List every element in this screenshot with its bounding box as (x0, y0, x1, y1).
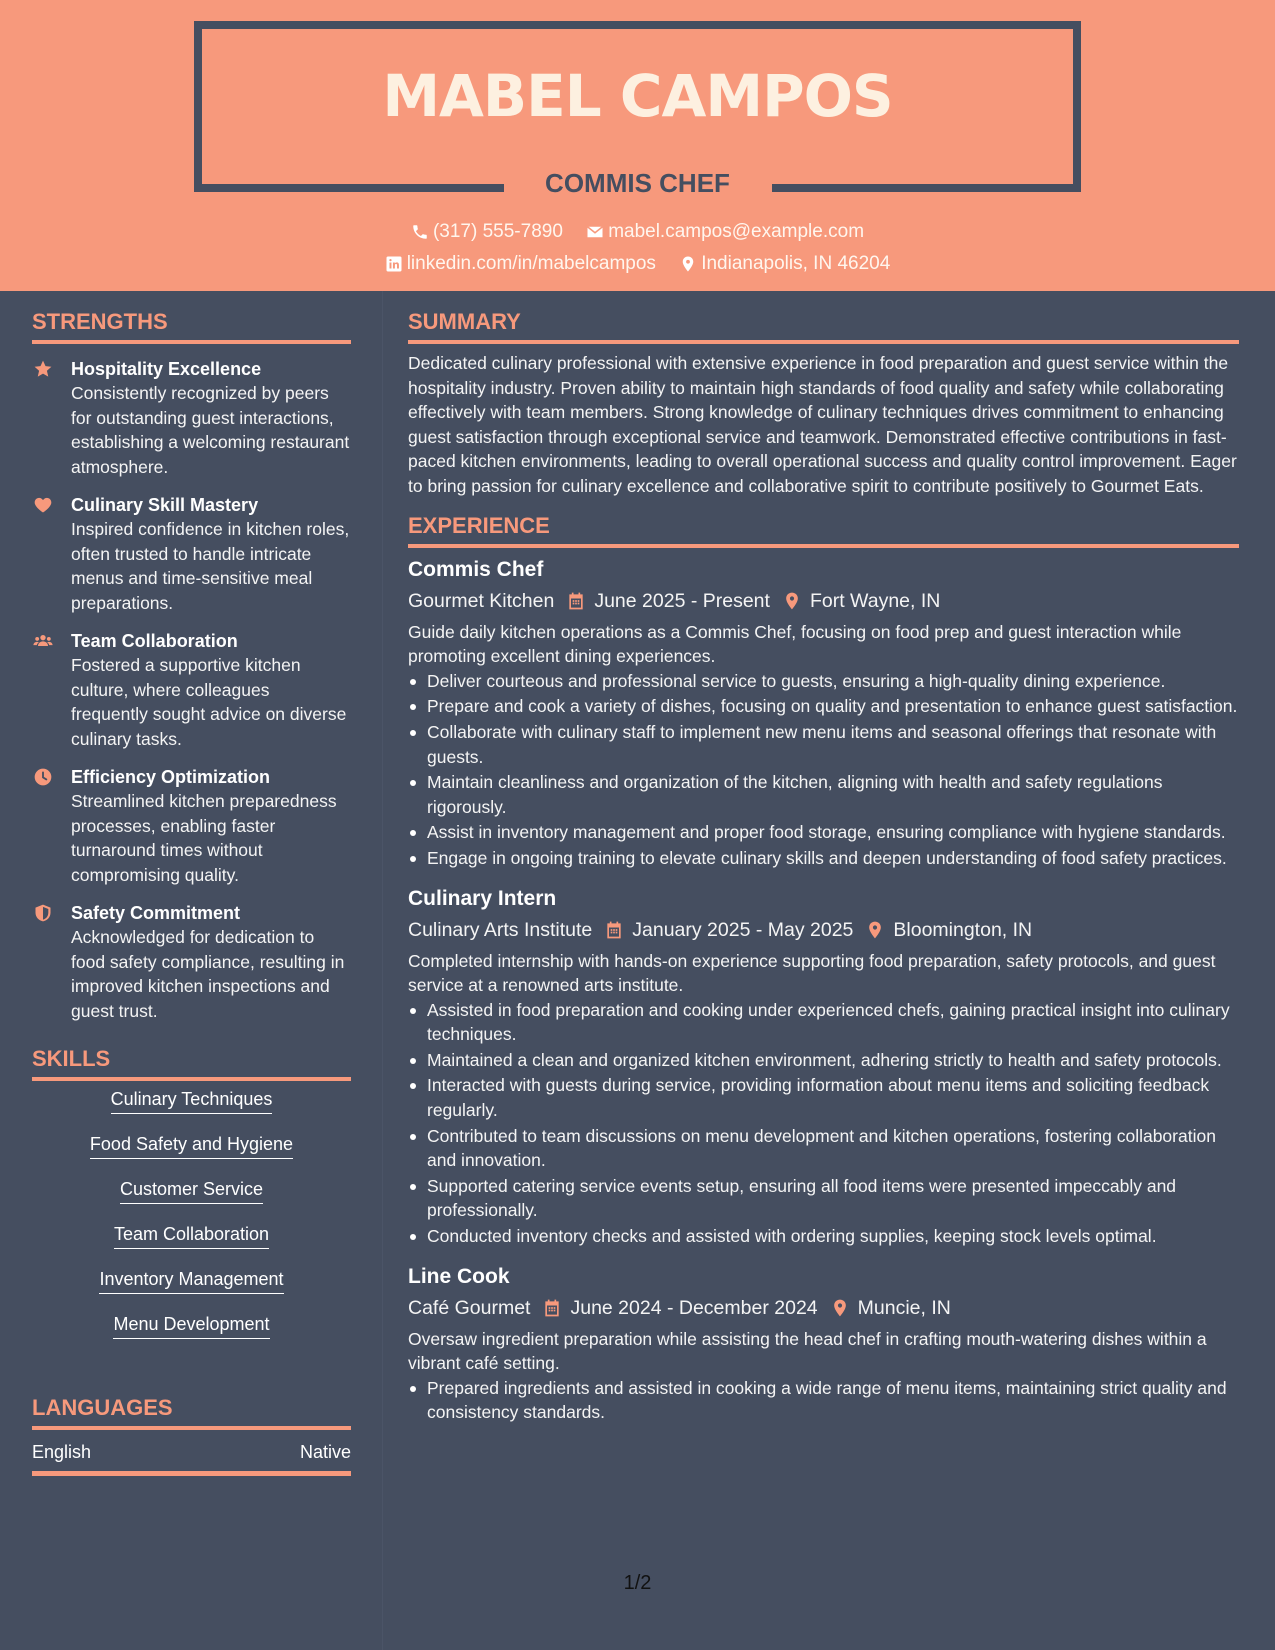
calendar-icon (604, 920, 624, 940)
map-pin-icon (782, 591, 802, 611)
job-desc: Oversaw ingredient preparation while assisting the head chef in crafting mouth-watering dishes within a vibrant café setting. (408, 1328, 1207, 1374)
bullet-item: Deliver courteous and professional service to guests, ensuring a high-quality dining experience. (408, 669, 1239, 694)
linkedin-icon (385, 255, 403, 273)
page-number: 1/2 (623, 1572, 652, 1594)
strength-item (32, 493, 351, 615)
strength-title: Team Collaboration (71, 631, 238, 651)
sidebar (32, 291, 351, 1476)
bullet-item: Interacted with guests during service, providing information about menu items and soliciting feedback regularly. (408, 1073, 1239, 1122)
bullet-item: Assist in inventory management and proper food storage, ensuring compliance with hygiene standards. (408, 820, 1239, 845)
clock-icon (32, 767, 54, 787)
email-text: mabel.campos@example.com (608, 221, 865, 242)
language-level: Native (299, 1442, 351, 1462)
strength-item (32, 765, 351, 887)
job-location-text: Bloomington, IN (893, 918, 1033, 941)
skills-list (32, 1081, 351, 1359)
skill-tag: Menu Development (113, 1314, 269, 1339)
skill-tag: Customer Service (120, 1179, 263, 1204)
job-meta (408, 586, 1239, 616)
envelope-icon (586, 223, 604, 241)
job-location (830, 1293, 951, 1323)
job-role: Commis Chef (408, 557, 544, 581)
language-name: English (32, 1442, 92, 1462)
job-desc: Completed internship with hands-on experience supporting food preparation, safety protocols, and guest service at a renowned arts institute. (408, 950, 1216, 996)
job-location (782, 586, 940, 616)
skills-heading: SKILLS (32, 1046, 351, 1081)
job-bullets (408, 1376, 1239, 1425)
strength-desc: Inspired confidence in kitchen roles, often trusted to handle intricate menus and time-sensitive meal preparations. (71, 519, 350, 613)
contact-location (679, 253, 890, 275)
job-bullets (408, 998, 1239, 1249)
job-location-text: Fort Wayne, IN (809, 589, 941, 612)
bullet-item: Supported catering service events setup, ensuring all food items were presented impeccably and professionally. (408, 1174, 1239, 1223)
phone-text: (317) 555-7890 (432, 221, 563, 242)
strength-desc: Acknowledged for dedication to food safety compliance, resulting in improved kitchen inspections and guest trust. (71, 927, 345, 1021)
map-pin-icon (865, 920, 885, 940)
strength-desc: Consistently recognized by peers for outstanding guest interactions, establishing a welcoming restaurant atmosphere. (71, 383, 350, 477)
strength-title: Culinary Skill Mastery (71, 495, 259, 515)
job-dates-text: January 2025 - May 2025 (632, 918, 854, 941)
job-dates (604, 915, 853, 945)
star-icon (32, 359, 54, 379)
bullet-item: Prepare and cook a variety of dishes, focusing on quality and presentation to enhance guest satisfaction. (408, 694, 1239, 719)
job-meta (408, 915, 1239, 945)
job-company: Café Gourmet (408, 1296, 531, 1319)
bullet-item: Assisted in food preparation and cooking under experienced chefs, gaining practical insight into culinary techniques. (408, 998, 1239, 1047)
strength-title: Efficiency Optimization (71, 767, 271, 787)
calendar-icon (566, 591, 586, 611)
job-location (865, 915, 1032, 945)
users-icon (32, 631, 54, 651)
calendar-icon (542, 1298, 562, 1318)
map-pin-icon (830, 1298, 850, 1318)
contact-line-2 (0, 253, 1275, 279)
strengths-heading: STRENGTHS (32, 309, 351, 344)
skill-tag: Team Collaboration (114, 1224, 269, 1249)
skill-tag: Food Safety and Hygiene (90, 1134, 293, 1159)
job-entry (408, 556, 1239, 871)
location-text: Indianapolis, IN 46204 (701, 253, 891, 274)
candidate-name: MABEL CAMPOS (382, 62, 893, 130)
job-entry (408, 1263, 1239, 1425)
languages-heading: LANGUAGES (32, 1395, 351, 1430)
map-pin-icon (679, 255, 697, 273)
bullet-item: Conducted inventory checks and assisted with ordering supplies, keeping stock levels optimal. (408, 1224, 1239, 1249)
experience-heading: EXPERIENCE (408, 513, 1239, 548)
main-content (408, 291, 1239, 1426)
job-title: COMMIS CHEF (545, 168, 730, 198)
contact-phone[interactable] (411, 221, 563, 243)
strength-title: Safety Commitment (71, 903, 241, 923)
bullet-item: Maintain cleanliness and organization of the kitchen, aligning with health and safety regulations rigorously. (408, 770, 1239, 819)
contact-linkedin[interactable] (385, 253, 656, 275)
strength-item (32, 901, 351, 1023)
job-dates (542, 1293, 817, 1323)
strength-desc: Fostered a supportive kitchen culture, where colleagues frequently sought advice on diverse culinary tasks. (71, 655, 347, 749)
bullet-item: Engage in ongoing training to elevate culinary skills and deepen understanding of food safety practices. (408, 846, 1239, 871)
bullet-item: Prepared ingredients and assisted in cooking a wide range of menu items, maintaining strict quality and consistency standards. (408, 1376, 1239, 1425)
job-dates-text: June 2025 - Present (594, 589, 770, 612)
bullet-item: Collaborate with culinary staff to implement new menu items and seasonal offerings that resonate with guests. (408, 720, 1239, 769)
strength-item (32, 629, 351, 751)
job-dates-text: June 2024 - December 2024 (570, 1296, 818, 1319)
skill-tag: Inventory Management (99, 1269, 283, 1294)
strength-desc: Streamlined kitchen preparedness processes, enabling faster turnaround times without compromising quality. (71, 791, 337, 885)
job-company: Gourmet Kitchen (408, 589, 555, 612)
resume-header (0, 0, 1275, 291)
job-meta (408, 1293, 1239, 1323)
skill-tag: Culinary Techniques (111, 1089, 273, 1114)
strength-item (32, 357, 351, 479)
linkedin-text: linkedin.com/in/mabelcampos (406, 253, 656, 274)
summary-text: Dedicated culinary professional with extensive experience in food preparation and guest service within the hospitality industry. Proven ability to maintain high standards of food quality and safety while collaborating effectively with team members. Strong knowledge of culinary techniques drives commitment to enhancing guest satisfaction through exceptional service and teamwork. Demonstrated effective contributions in fast-paced kitchen environments, leading to overall operational success and quality control improvement. Eager to bring passion for culinary excellence and collaborative spirit to contribute positively to Gourmet Eats. (408, 353, 1237, 496)
shield-icon (32, 903, 54, 923)
language-row (32, 1430, 351, 1476)
job-dates (566, 586, 770, 616)
job-bullets (408, 669, 1239, 871)
job-entry (408, 885, 1239, 1249)
job-company: Culinary Arts Institute (408, 918, 593, 941)
job-location-text: Muncie, IN (857, 1296, 951, 1319)
job-role: Line Cook (408, 1264, 510, 1288)
column-divider (382, 291, 383, 1650)
strength-title: Hospitality Excellence (71, 359, 262, 379)
bullet-item: Contributed to team discussions on menu development and kitchen operations, fostering collaboration and innovation. (408, 1124, 1239, 1173)
contact-email[interactable] (586, 221, 864, 243)
bullet-item: Maintained a clean and organized kitchen environment, adhering strictly to health and safety protocols. (408, 1048, 1239, 1073)
job-desc: Guide daily kitchen operations as a Commis Chef, focusing on food prep and guest interaction while promoting excellent dining experiences. (408, 621, 1182, 667)
contact-line-1 (0, 221, 1275, 247)
job-role: Culinary Intern (408, 886, 557, 910)
phone-icon (411, 223, 429, 241)
heart-icon (32, 495, 54, 515)
summary-heading: SUMMARY (408, 309, 1239, 344)
